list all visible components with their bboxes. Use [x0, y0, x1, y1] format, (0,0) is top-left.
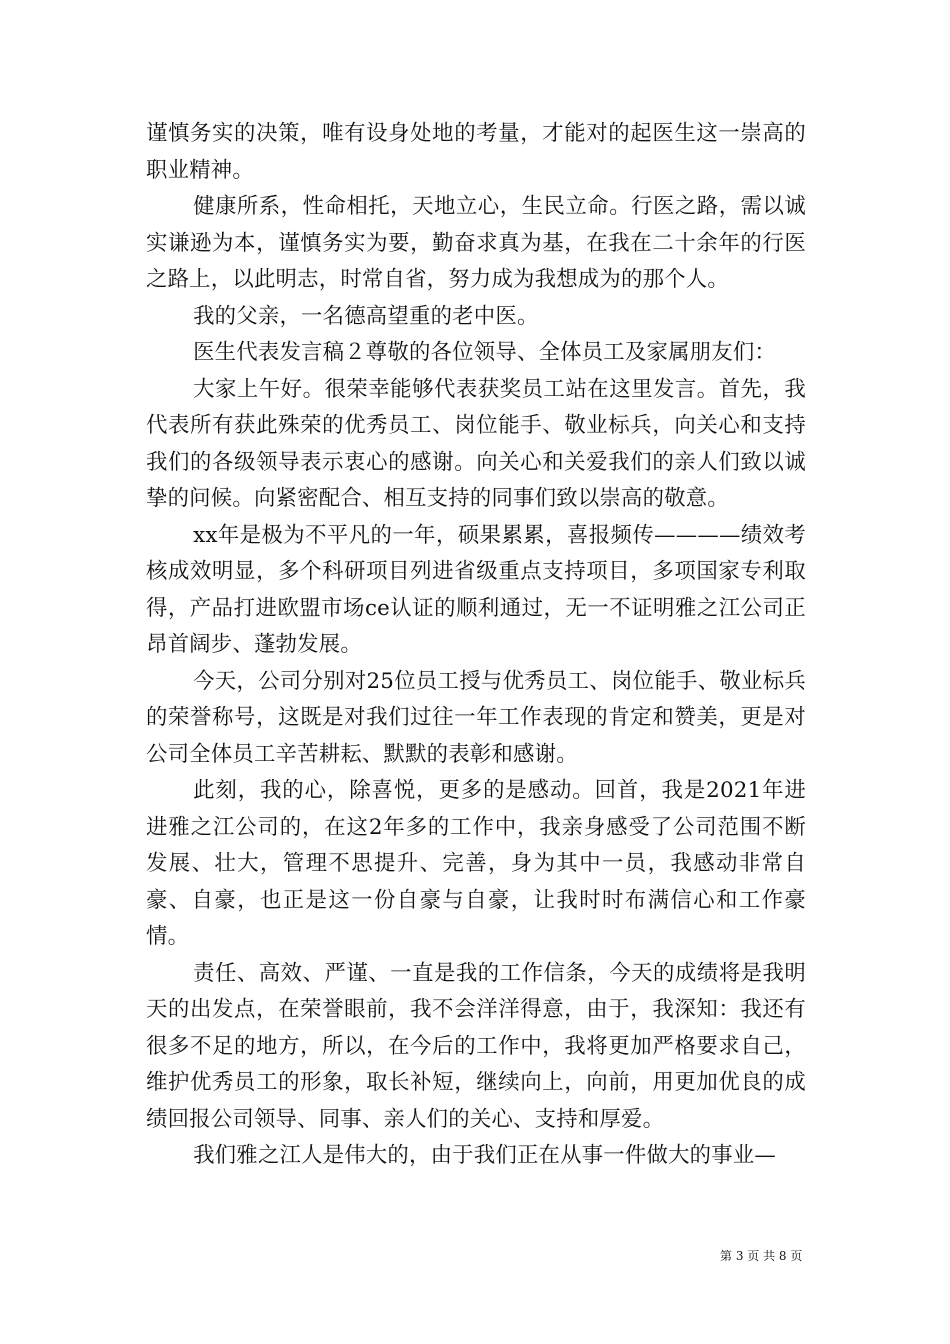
paragraph-7: 今天，公司分别对25位员工授与优秀员工、岗位能手、敬业标兵的荣誉称号，这既是对我们过往一年工作表现的肯定和赞美，更是对公司全体员工辛苦耕耘、默默的表彰和感谢。	[146, 668, 806, 767]
paragraph-8: 此刻，我的心，除喜悦，更多的是感动。回首，我是2021年进进雅之江公司的，在这2年多的工作中，我亲身感受了公司范围不断发展、壮大，管理不思提升、完善，身为其中一员，我感动非常自豪、自豪，也正是这一份自豪与自豪，让我时时布满信心和工作豪情。	[146, 778, 806, 949]
page-number-label: 第 3 页 共 8 页	[720, 1249, 803, 1263]
document-body	[146, 116, 806, 1175]
page-footer	[720, 1248, 802, 1264]
paragraph-10: 我们雅之江人是伟大的，由于我们正在从事一件做大的事业—	[193, 1143, 777, 1168]
paragraph-1: 谨慎务实的决策，唯有设身处地的考量，才能对的起医生这一崇高的职业精神。	[146, 121, 806, 183]
paragraph-4: 医生代表发言稿２尊敬的各位领导、全体员工及家属朋友们：	[193, 340, 777, 365]
paragraph-6: xx年是极为不平凡的一年，硕果累累，喜报频传————绩效考核成效明显，多个科研项目列进省级重点支持项目，多项国家专利取得，产品打进欧盟市场ce认证的顺利通过，无一不证明雅之江公司正昂首阔步、蓬勃发展。	[146, 522, 806, 657]
paragraph-5: 大家上午好。很荣幸能够代表获奖员工站在这里发言。首先，我代表所有获此殊荣的优秀员工、岗位能手、敬业标兵，向关心和支持我们的各级领导表示衷心的感谢。向关心和关爱我们的亲人们致以诚挚的问候。向紧密配合、相互支持的同事们致以崇高的敬意。	[146, 376, 806, 511]
paragraph-3: 我的父亲，一名德高望重的老中医。	[193, 303, 539, 329]
paragraph-9: 责任、高效、严谨、一直是我的工作信条，今天的成绩将是我明天的出发点，在荣誉眼前，我不会洋洋得意，由于，我深知：我还有很多不足的地方，所以，在今后的工作中，我将更加严格要求自己，维护优秀员工的形象，取长补短，继续向上，向前，用更加优良的成绩回报公司领导、同事、亲人们的关心、支持和厚爱。	[146, 960, 806, 1132]
paragraph-2: 健康所系，性命相托，天地立心，生民立命。行医之路，需以诚实谦逊为本，谨慎务实为要，勤奋求真为基，在我在二十余年的行医之路上，以此明志，时常自省，努力成为我想成为的那个人。	[146, 194, 806, 292]
